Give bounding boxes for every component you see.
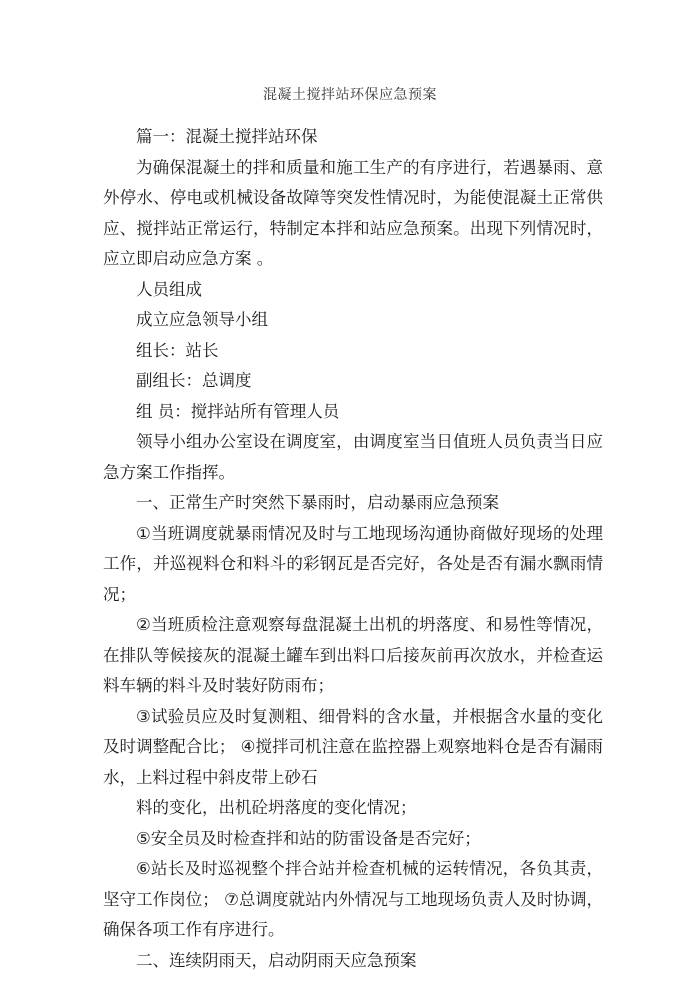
paragraph: ③试验员应及时复测粗、细骨料的含水量，并根据含水量的变化及时调整配合比； ④搅拌司机注意在监控器上观察地料仓是否有漏雨水，上料过程中斜皮带上砂石	[103, 706, 603, 787]
section-heading: 一、正常生产时突然下暴雨时，启动暴雨应急预案	[136, 493, 499, 512]
paragraph: ②当班质检注意观察每盘混凝土出机的坍落度、和易性等情况，在排队等候接灰的混凝土罐车到出料口后接灰前再次放水，并检查运料车辆的料斗及时装好防雨布；	[103, 615, 603, 695]
paragraph: ⑥站长及时巡视整个拌合站并检查机械的运转情况，各负其责，坚守工作岗位； ⑦总调度就站内外情况与工地现场负责人及时协调，确保各项工作有序进行。	[103, 859, 603, 939]
paragraph: ①当班调度就暴雨情况及时与工地现场沟通协商做好现场的处理工作，并巡视料仓和料斗的彩钢瓦是否完好，各处是否有漏水飘雨情况；	[103, 523, 603, 604]
paragraph: 组长：站长	[136, 340, 219, 360]
paragraph: ⑤安全员及时检查拌和站的防雷设备是否完好；	[136, 828, 481, 848]
document-body	[103, 122, 603, 976]
paragraph: 副组长：总调度	[136, 371, 252, 390]
paragraph: 组 员：搅拌站所有管理人员	[136, 401, 340, 421]
paragraph: 成立应急领导小组	[136, 310, 268, 329]
paragraph: 人员组成	[136, 279, 202, 299]
paragraph: 领导小组办公室设在调度室，由调度室当日值班人员负责当日应急方案工作指挥。	[103, 432, 603, 482]
section-heading: 篇一：混凝土搅拌站环保	[136, 127, 318, 146]
paragraph: 料的变化，出机砼坍落度的变化情况；	[136, 798, 417, 817]
paragraph: 为确保混凝土的拌和质量和施工生产的有序进行，若遇暴雨、意外停水、停电或机械设备故障等突发性情况时，为能使混凝土正常供应、搅拌站正常运行，特制定本拌和站应急预案。出现下列情况时，应立即启动应急方案 。	[103, 157, 603, 268]
document-title: 混凝土搅拌站环保应急预案	[263, 87, 437, 103]
section-heading: 二、连续阴雨天，启动阴雨天应急预案	[136, 950, 417, 970]
